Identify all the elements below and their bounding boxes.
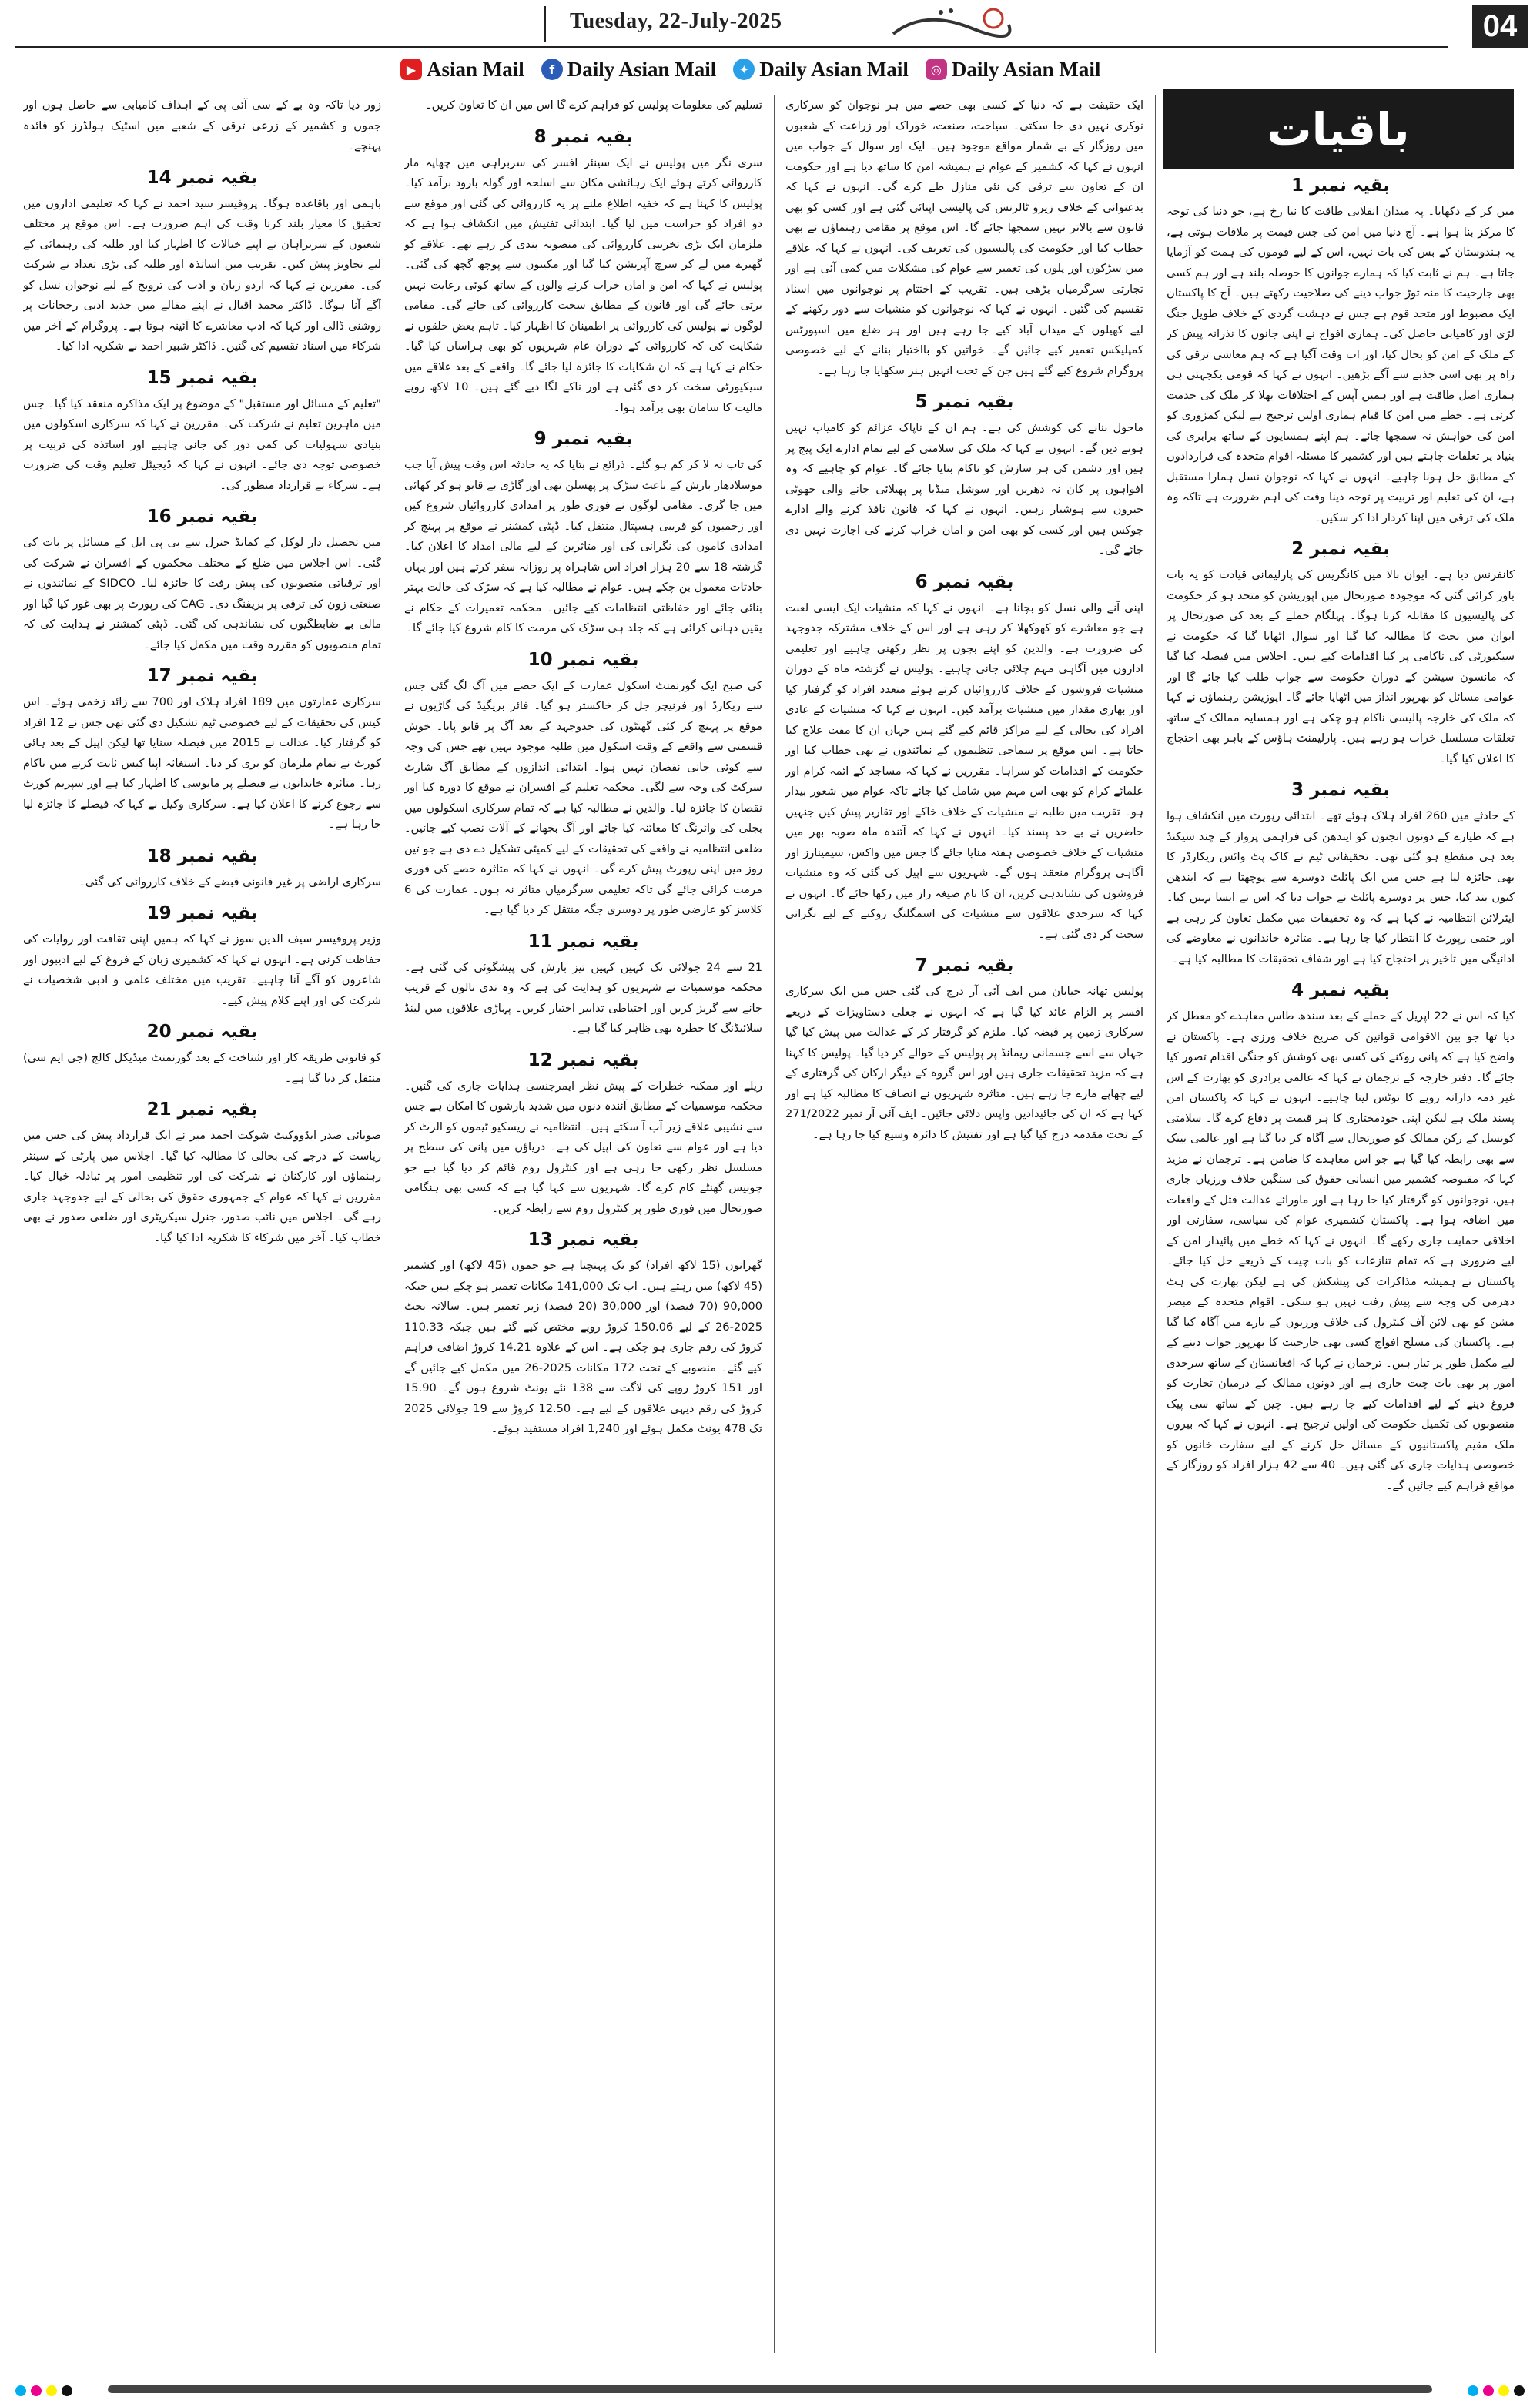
article-body: سرکاری عمارتوں میں 189 افراد ہلاک اور 700 سے زائد زخمی ہوئے۔ اس کیس کی تحقیقات کے لیے خصوصی ٹیم تشکیل دی گئی تھی جس نے 12 افراد کو گرفتار کیا۔ عدالت نے 2015 میں فیصلہ سنایا تھا لیکن اپیل کے بعد ہائی کورٹ نے تمام ملزمان کو بری کر دیا۔ استغاثہ اپنا کیس ثابت کرنے میں ناکام رہا۔ متاثرہ خاندانوں نے فیصلے پر مایوسی کا اظہار کیا ہے اور سپریم کورٹ سے رجوع کرنے کا اعلان کیا ہے۔ سرکاری وکیل نے کہا کہ فیصلے کا جائزہ لیا جا رہا ہے۔: [23, 695, 381, 831]
youtube-label: Asian Mail: [427, 57, 524, 81]
article-body: کانفرنس دیا ہے۔ ایوان بالا میں کانگریس کی پارلیمانی قیادت کو یہ بات باور کرائی گئی کہ موجودہ صورتحال میں اپوزیشن کو متحد ہو کر حکومت کی پالیسیوں کا مقابلہ کرنا ہوگا۔ پہلگام حملے کے بعد کی صورتحال پر ایوان میں بحث کا مطالبہ کیا گیا اور سوال اٹھایا گیا کہ حکومت نے سیکیورٹی کی ناکامی پر کیا اقدامات کیے ہیں۔ اجلاس میں فیصلہ کیا گیا کہ مانسون سیشن کے دوران حکومت سے جواب طلب کیا جائے گا اور عوامی مسائل کو بھرپور انداز میں اٹھایا جائے گا۔ اپوزیشن رہنماؤں نے کہا کہ ملک کی خارجہ پالیسی ناکام ہو چکی ہے اور ہمسایہ ممالک کے ساتھ تعلقات مسلسل خراب ہو رہے ہیں۔ پارلیمنٹ ہاؤس کے باہر بھی احتجاج کا اعلان کیا گیا۔: [1167, 568, 1515, 765]
article-body: میں تحصیل دار لوکل کے کمانڈ جنرل سے بی پی ایل کے مسائل پر بات کی گئی۔ اس اجلاس میں ضلع کے مختلف محکموں کے افسران نے شرکت کی اور ترقیاتی منصوبوں کی پیش رفت کا جائزہ لیا۔ SIDCO کے نمائندوں نے صنعتی زون کی ترقی پر بریفنگ دی۔ CAG کی رپورٹ پر بھی غور کیا گیا اور مالی بے ضابطگیوں کی نشاندہی کی گئی۔ ڈپٹی کمشنر نے ہدایت کی کہ تمام منصوبوں کو مقررہ وقت میں مکمل کیا جائے۔: [23, 536, 381, 651]
facebook-icon: f: [541, 59, 563, 80]
article-heading: بقیہ نمبر 17: [146, 666, 258, 686]
article-body: پولیس تھانہ خیابان میں ایف آئی آر درج کی گئی جس میں ایک سرکاری افسر پر الزام عائد کیا گیا ہے کہ انہوں نے جعلی دستاویزات کے ذریعے سرکاری زمین پر قبضہ کیا۔ ملزم کو گرفتار کر کے عدالت میں پیش کیا گیا جہاں سے اسے جسمانی ریمانڈ پر پولیس کے حوالے کر دیا گیا۔ پولیس کا کہنا ہے کہ مزید تحقیقات جاری ہیں اور اس گروہ کے دیگر ارکان کی گرفتاری کے لیے چھاپے مارے جا رہے ہیں۔ متاثرہ شہریوں نے انصاف کا مطالبہ کیا ہے اور کہا ہے کہ ان کی جائیدادیں واپس دلائی جائیں۔ ایف آئی آر نمبر 271/2022 کے تحت مقدمہ درج کیا گیا ہے اور تفتیش کا دائرہ وسیع کیا جا رہا ہے۔: [785, 985, 1143, 1141]
instagram-link[interactable]: [926, 58, 1101, 82]
article-heading: بقیہ نمبر 19: [146, 903, 258, 923]
youtube-link[interactable]: [400, 58, 524, 82]
article-body: کی تاب نہ لا کر کم ہو گئے۔ ذرائع نے بتایا کہ یہ حادثہ اس وقت پیش آیا جب موسلادھار بارش کے باعث سڑک پر پھسلن تھی اور گاڑی بے قابو ہو کر کھائی میں جا گری۔ مقامی لوگوں نے فوری طور پر امدادی کارروائیاں شروع کیں اور زخمیوں کو قریبی ہسپتال منتقل کیا۔ ڈپٹی کمشنر نے موقع پر پہنچ کر امدادی کاموں کی نگرانی کی اور متاثرین کے لیے مالی امداد کا اعلان کیا۔ گزشتہ 18 سے 20 ہزار افراد اس شاہراہ پر روزانہ سفر کرتے ہیں اور یہاں حادثات معمول بن چکے ہیں۔ عوام نے مطالبہ کیا ہے کہ سڑک کی حالت بہتر بنائی جائے اور حفاظتی انتظامات کیے جائیں۔ محکمہ تعمیرات کے حکام نے یقین دہانی کرائی ہے کہ جلد ہی سڑک کی مرمت کا کام شروع کیا جائے گا۔: [404, 458, 762, 634]
twitter-link[interactable]: [733, 58, 909, 82]
article-heading: بقیہ نمبر 14: [146, 167, 258, 188]
magenta-dot: [1483, 2385, 1494, 2396]
article-body: تسلیم کی معلومات پولیس کو فراہم کرے گا اس میں ان کا تعاون کریں۔: [425, 99, 762, 112]
article-body: صوبائی صدر ایڈووکیٹ شوکت احمد میر نے ایک قرارداد پیش کی جس میں ریاست کے درجے کی بحالی کا مطالبہ کیا گیا۔ اجلاس میں پارٹی کے سینئر رہنماؤں اور کارکنان نے شرکت کی اور تنظیمی امور پر تبادلہ خیال کیا۔ مقررین نے کہا کہ عوام کے جمہوری حقوق کی بحالی کے لیے جدوجہد جاری رہے گی۔ اجلاس میں نائب صدور، جنرل سیکریٹری اور ضلعی صدور نے بھی خطاب کیا۔ آخر میں شرکاء کا شکریہ ادا کیا گیا۔: [23, 1129, 381, 1244]
color-registration-right: [1468, 2385, 1525, 2396]
twitter-icon: ✦: [733, 59, 755, 80]
article-heading: بقیہ نمبر 18: [146, 845, 258, 866]
article-heading: بقیہ نمبر 4: [1291, 980, 1390, 1000]
column-1: [1167, 176, 1515, 2356]
article-body: ماحول بنانے کی کوشش کی ہے۔ ہم ان کے ناپاک عزائم کو کامیاب نہیں ہونے دیں گے۔ انہوں نے کہا کہ ملک کی سلامتی کے لیے تمام ادارے ایک پیج پر ہیں اور دشمن کی ہر سازش کو ناکام بنایا جائے گا۔ عوام کو چاہیے کہ وہ افواہوں پر کان نہ دھریں اور سوشل میڈیا پر پھیلائی جانے والی جھوٹی خبروں سے ہوشیار رہیں۔ انہوں نے کہا کہ قانون نافذ کرنے والے ادارے چوکس ہیں اور کسی کو بھی امن و امان خراب کرنے کی اجازت نہیں دی جائے گی۔: [785, 421, 1143, 557]
article-body: زور دیا تاکہ وہ بے کے سی آئی پی کے اہداف کامیابی سے حاصل ہوں اور جموں و کشمیر کے زرعی ترقی کے شعبے میں اسٹیک ہولڈرز کو فائدہ پہنچے۔: [23, 99, 381, 152]
registration-bar: [108, 2385, 1432, 2393]
article-heading: بقیہ نمبر 10: [527, 649, 639, 670]
article-heading: بقیہ نمبر 6: [915, 571, 1014, 592]
article-heading: بقیہ نمبر 12: [527, 1050, 639, 1070]
article-body: کیا کہ اس نے 22 اپریل کے حملے کے بعد سندھ طاس معاہدے کو معطل کر دیا تھا جو بین الاقوامی قوانین کی صریح خلاف ورزی ہے۔ پاکستان نے واضح کیا ہے کہ پانی روکنے کی کسی بھی کوشش کو جنگی اقدام تصور کیا جائے گا۔ دفتر خارجہ کے ترجمان نے کہا کہ عالمی برادری کو بھارت کے اس غیر ذمہ دارانہ رویے کا نوٹس لینا چاہیے۔ انہوں نے کہا کہ پاکستان امن پسند ملک ہے لیکن اپنی خودمختاری کا ہر قیمت پر دفاع کرے گا۔ سلامتی کونسل کے رکن ممالک کو صورتحال سے آگاہ کر دیا گیا ہے اور عالمی بینک سے بھی رابطہ کیا گیا ہے جو اس معاہدے کا ضامن ہے۔ ترجمان نے مزید کہا کہ مقبوضہ کشمیر میں انسانی حقوق کی سنگین خلاف ورزیاں جاری ہیں، نوجوانوں کو گرفتار کیا جا رہا ہے اور ماورائے عدالت قتل کے واقعات میں اضافہ ہوا ہے۔ پاکستان کشمیری عوام کی سیاسی، سفارتی اور اخلاقی حمایت جاری رکھے گا۔ انہوں نے کہا کہ خطے میں پائیدار امن کے لیے ضروری ہے کہ تمام تنازعات کو بات چیت کے ذریعے حل کیا جائے۔ پاکستان نے ہمیشہ مذاکرات کی پیشکش کی ہے لیکن بھارت کی ہٹ دھرمی کی وجہ سے پیش رفت نہیں ہو سکی۔ اقوام متحدہ کے مبصر مشن کو بھی لائن آف کنٹرول کی خلاف ورزیوں کے بارے میں آگاہ کیا گیا ہے۔ پاکستان کی مسلح افواج کسی بھی جارحیت کا بھرپور جواب دینے کے لیے مکمل طور پر تیار ہیں۔ ترجمان نے کہا کہ افغانستان کے ساتھ سرحدی امور پر بھی بات چیت جاری ہے اور دونوں ممالک کے درمیان تجارت کو فروغ دینے کے لیے اقدامات کیے جا رہے ہیں۔ چین کے ساتھ سی پیک منصوبوں کی تکمیل حکومت کی اولین ترجیح ہے۔ انہوں نے کہا کہ بیرون ملک مقیم پاکستانیوں کے مسائل حل کرنے کے لیے سفارت خانوں کو خصوصی ہدایات جاری کی گئی ہیں۔ 40 سے 42 ہزار افراد کو روزگار کے مواقع فراہم کیے جائیں گے۔: [1167, 1009, 1515, 1492]
twitter-label: Daily Asian Mail: [759, 57, 909, 81]
newspaper-logo: [878, 2, 1016, 46]
instagram-label: Daily Asian Mail: [951, 57, 1101, 81]
cyan-dot: [1468, 2385, 1478, 2396]
magenta-dot: [31, 2385, 42, 2396]
article-body: کو قانونی طریقہ کار اور شناخت کے بعد گورنمنٹ میڈیکل کالج (جی ایم سی) منتقل کر دیا گیا ہے۔: [23, 1051, 381, 1085]
article-heading: بقیہ نمبر 20: [146, 1022, 258, 1042]
article-body: کے حادثے میں 260 افراد ہلاک ہوئے تھے۔ ابتدائی رپورٹ میں انکشاف ہوا ہے کہ طیارے کے دونوں انجنوں کو ایندھن کی فراہمی پرواز کے چند سیکنڈ بعد ہی منقطع ہو گئی تھی۔ تحقیقاتی ٹیم نے کاک پٹ وائس ریکارڈر کا بھی جائزہ لیا ہے جس میں ایک پائلٹ دوسرے سے پوچھتا ہے کہ ایندھن کیوں بند کیا، جس پر دوسرے پائلٹ نے جواب دیا کہ اس نے ایسا نہیں کیا۔ ایئرلائن انتظامیہ نے کہا ہے کہ وہ تحقیقات میں مکمل تعاون کر رہی ہے اور حتمی رپورٹ کا انتظار کیا جا رہا ہے۔ متاثرہ خاندانوں نے معاوضے کی ادائیگی میں تاخیر پر احتجاج کیا ہے اور شفاف تحقیقات کا مطالبہ کیا ہے۔: [1167, 809, 1515, 966]
article-heading: بقیہ نمبر 13: [527, 1230, 639, 1250]
issue-date: Tuesday, 22-July-2025: [570, 9, 782, 33]
column-separator: [1155, 95, 1156, 2353]
article-body: ایک حقیقت ہے کہ دنیا کے کسی بھی حصے میں ہر نوجوان کو سرکاری نوکری نہیں دی جا سکتی۔ سیاحت، صنعت، خوراک اور زراعت کے شعبوں میں روزگار کے بے شمار مواقع موجود ہیں۔ ایک اور سوال کے جواب میں انہوں نے کہا کہ کشمیر کے عوام نے ہمیشہ امن کا ساتھ دیا ہے اور حکومت ان کے تعاون سے ترقی کی نئی منازل طے کرے گی۔ انہوں نے کہا کہ بدعنوانی کے خلاف زیرو ٹالرنس کی پالیسی اپنائی گئی ہے اور کسی کو بھی قانون سے بالاتر نہیں سمجھا جائے گا۔ اس موقع پر مقامی رہنماؤں نے بھی خطاب کیا اور حکومت کی پالیسیوں کی تعریف کی۔ انہوں نے کہا کہ علاقے میں سڑکوں اور پلوں کی تعمیر سے عوام کی مشکلات میں کمی آئی ہے اور تجارتی سرگرمیاں بڑھی ہیں۔ تقریب کے اختتام پر نوجوانوں میں اسناد تقسیم کی گئیں۔ انہوں نے کہا کہ نوجوانوں کو منشیات سے دور رکھنے کے لیے کھیلوں کے میدان آباد کیے جا رہے ہیں اور ہر ضلع میں اسپورٹس کمپلیکس تعمیر کیے جائیں گے۔ خواتین کو بااختیار بنانے کے لیے خصوصی پروگرام شروع کیے گئے ہیں جن کے تحت انہیں ہنر سکھایا جا رہا ہے۔: [785, 99, 1143, 377]
cyan-dot: [15, 2385, 26, 2396]
column-separator: [774, 95, 775, 2353]
article-body: میں کر کے دکھایا۔ پہ میدان انقلابی طاقت کا نیا رخ ہے، جو دنیا کی توجہ کا مرکز بنا ہوا ہے۔ آج دنیا میں امن کی جس قیمت پر ملاقات ہوتی ہے، یہ ہندوستان کے بس کی بات نہیں، اس کے لیے قوموں کی ہمت کو آزمایا جاتا ہے۔ ہم نے ثابت کیا کہ ہمارے جوانوں کا حوصلہ بلند ہے اور ہم کسی بھی جارحیت کا منہ توڑ جواب دینے کی صلاحیت رکھتے ہیں۔ آج کا پاکستان ایک مضبوط اور متحد قوم ہے جس نے دہشت گردی کے خلاف طویل جنگ لڑی اور کامیابی حاصل کی۔ ہماری افواج نے اپنی جانوں کا نذرانہ پیش کر کے ملک کے امن کو بحال کیا، اور اب وقت آگیا ہے کہ ہم معاشی ترقی کی راہ پر بھی اسی جذبے سے آگے بڑھیں۔ انہوں نے کہا کہ قومی یکجہتی ہی ہماری اصل طاقت ہے اور ہمیں آپس کے اختلافات بھلا کر ملک کی خدمت کرنی ہے۔ خطے میں امن کا قیام ہماری اولین ترجیح ہے لیکن کمزوری کو امن کی خواہش نہ سمجھا جائے۔ ہم اپنے ہمسایوں کے ساتھ برابری کی بنیاد پر تعلقات چاہتے ہیں اور کشمیر کا مسئلہ اقوام متحدہ کی قراردادوں کے مطابق حل ہونا چاہیے۔ انہوں نے کہا کہ نوجوان نسل ہمارا مستقبل ہے، ان کی تعلیم اور تربیت پر توجہ دینا وقت کی اہم ضرورت ہے تاکہ وہ ملک کی ترقی میں اپنا کردار ادا کر سکیں۔: [1167, 205, 1515, 524]
header-divider: [544, 6, 546, 42]
article-heading: بقیہ نمبر 16: [146, 507, 258, 527]
article-heading: بقیہ نمبر 7: [915, 956, 1014, 976]
article-heading: بقیہ نمبر 5: [915, 392, 1014, 412]
article-body: باہمی اور باقاعدہ ہوگا۔ پروفیسر سید احمد نے کہا کہ تعلیمی اداروں میں تحقیق کا معیار بلند کرنا وقت کی اہم ضرورت ہے۔ اس موقع پر مختلف شعبوں کے سربراہان نے اپنے خیالات کا اظہار کیا اور طلبہ کی رہنمائی کے لیے تجاویز پیش کیں۔ تقریب میں اساتذہ اور طلبہ کی بڑی تعداد نے شرکت کی۔ مقررین نے کہا کہ اردو زبان و ادب کی ترویج کے لیے نوجوان نسل کو آگے آنا ہوگا۔ ڈاکٹر محمد اقبال نے اپنے مقالے میں جدید ادبی رجحانات پر روشنی ڈالی اور کہا کہ ادب معاشرے کا آئینہ ہوتا ہے۔ پروگرام کے آخر میں شرکاء میں اسناد تقسیم کی گئیں۔ ڈاکٹر شبیر احمد نے شکریہ ادا کیا۔: [23, 196, 381, 353]
logo-graphic: [878, 2, 1016, 46]
article-heading: بقیہ نمبر 2: [1291, 539, 1390, 559]
article-body: سرکاری اراضی پر غیر قانونی قبضے کے خلاف کارروائی کی گئی۔: [79, 875, 381, 889]
article-body: سری نگر میں پولیس نے ایک سینئر افسر کی سربراہی میں چھاپہ مار کارروائی کرتے ہوئے ایک رہائشی مکان سے اسلحہ اور گولہ بارود برآمد کیا۔ پولیس کا کہنا ہے کہ خفیہ اطلاع ملنے پر یہ کارروائی کی گئی اور موقع سے دو افراد کو حراست میں لیا گیا۔ ابتدائی تفتیش میں انکشاف ہوا ہے کہ ملزمان ایک بڑی تخریبی کارروائی کی منصوبہ بندی کر رہے تھے۔ علاقے کو گھیرے میں لے کر سرچ آپریشن کیا گیا اور مکینوں سے پوچھ گچھ کی گئی۔ پولیس نے کہا کہ امن و امان خراب کرنے والوں کے ساتھ کوئی رعایت نہیں برتی جائے گی اور قانون کے مطابق سخت کارروائی کی جائے گی۔ مقامی لوگوں نے پولیس کی کارروائی پر اطمینان کا اظہار کیا۔ تاہم بعض حلقوں نے شکایت کی کہ کارروائی کے دوران عام شہریوں کو بھی ہراساں کیا گیا۔ حکام نے کہا ہے کہ ان شکایات کا جائزہ لیا جائے گا۔ واقعے کے بعد علاقے میں سیکیورٹی سخت کر دی گئی ہے اور ناکے لگا دیے گئے ہیں۔ 10 لاکھ روپے مالیت کا سامان بھی برآمد ہوا۔: [404, 156, 762, 414]
article-body: اپنی آنے والی نسل کو بچانا ہے۔ انہوں نے کہا کہ منشیات ایک ایسی لعنت ہے جو معاشرے کو کھوکھلا کر رہی ہے اور اس کے خلاف مشترکہ جدوجہد کی ضرورت ہے۔ والدین کو اپنے بچوں پر نظر رکھنی چاہیے اور تعلیمی اداروں میں آگاہی مہم چلائی جانی چاہیے۔ پولیس نے گزشتہ ماہ کے دوران منشیات فروشوں کے خلاف کارروائیاں کرتے ہوئے متعدد افراد کو گرفتار کیا اور بھاری مقدار میں منشیات برآمد کیں۔ انہوں نے کہا کہ منشیات کے عادی افراد کی بحالی کے لیے مراکز قائم کیے گئے ہیں جہاں ان کا مفت علاج کیا جاتا ہے۔ اس موقع پر سماجی تنظیموں کے نمائندوں نے بھی خطاب کیا اور حکومت کے اقدامات کو سراہا۔ مقررین نے کہا کہ مساجد کے ائمہ کرام اور علمائے کرام کو بھی اس مہم میں شامل کیا جائے تاکہ عوام میں شعور بیدار ہو۔ تقریب میں طلبہ نے منشیات کے خلاف خاکے اور تقاریر پیش کیں جنہیں حاضرین نے بے حد پسند کیا۔ انہوں نے کہا کہ آئندہ ماہ صوبہ بھر میں منشیات کے خلاف خصوصی ہفتہ منایا جائے گا جس میں واکس، سیمینارز اور آگاہی پروگرام منعقد ہوں گے۔ شہریوں سے اپیل کی گئی کہ وہ منشیات فروشوں کی نشاندہی کریں، ان کا نام صیغہ راز میں رکھا جائے گا۔ انہوں نے کہا کہ سرحدی علاقوں سے منشیات کی اسمگلنگ روکنے کے لیے نگرانی سخت کر دی گئی ہے۔: [785, 601, 1143, 941]
article-body: گھرانوں (15 لاکھ افراد) کو تک پہنچنا ہے جو جموں (45 لاکھ) اور کشمیر (45 لاکھ) میں رہتے ہیں۔ اب تک 141,000 مکانات تعمیر ہو چکے ہیں جبکہ 90,000 (70 فیصد) اور 30,000 (20 فیصد) زیر تعمیر ہیں۔ سالانہ بجٹ 2025-26 کے لیے 150.06 کروڑ روپے مختص کیے گئے ہیں جبکہ 110.33 کروڑ کی رقم جاری ہو چکی ہے۔ اس کے علاوہ 14.21 کروڑ اضافی فراہم کیے گئے۔ منصوبے کے تحت 172 مکانات 2025-26 میں مکمل کیے جائیں گے اور 151 کروڑ روپے کی لاگت سے 138 نئے یونٹ شروع ہوں گے۔ 15.90 کروڑ کی رقم دیہی علاقوں کے لیے ہے۔ 12.50 کروڑ سے 19 جولائی 2025 تک 478 یونٹ مکمل ہوئے اور 1,240 افراد مستفید ہوئے۔: [404, 1259, 762, 1435]
column-2: [785, 95, 1143, 2356]
article-body: کی صبح ایک گورنمنٹ اسکول عمارت کے ایک حصے میں آگ لگ گئی جس سے ریکارڈ اور فرنیچر جل کر خاکستر ہو گیا۔ فائر بریگیڈ کی گاڑیوں نے موقع پر پہنچ کر کئی گھنٹوں کی جدوجہد کے بعد آگ پر قابو پایا۔ خوش قسمتی سے واقعے کے وقت اسکول میں طلبہ موجود نہیں تھے جس کی وجہ سے کوئی جانی نقصان نہیں ہوا۔ ابتدائی اندازوں کے مطابق آگ شارٹ سرکٹ کی وجہ سے لگی۔ محکمہ تعلیم کے افسران نے موقع کا دورہ کیا اور نقصان کا جائزہ لیا۔ والدین نے مطالبہ کیا ہے کہ تمام سرکاری اسکولوں میں بجلی کی وائرنگ کا معائنہ کیا جائے اور آگ بجھانے کے آلات نصب کیے جائیں۔ ضلعی انتظامیہ نے واقعے کی تحقیقات کے لیے کمیٹی تشکیل دے دی ہے جو تین روز میں اپنی رپورٹ پیش کرے گی۔ انہوں نے کہا کہ متاثرہ حصے کی فوری مرمت کرائی جائے گی تاکہ تعلیمی سرگرمیاں متاثر نہ ہوں۔ عمارت کی 6 کلاسز کو عارضی طور پر دوسری جگہ منتقل کر دیا گیا ہے۔: [404, 678, 762, 916]
page-footer: [0, 2361, 1540, 2407]
column-4: [23, 95, 381, 2356]
yellow-dot: [1498, 2385, 1509, 2396]
article-heading: بقیہ نمبر 3: [1291, 780, 1390, 800]
color-registration-left: [15, 2385, 72, 2396]
article-body: 21 سے 24 جولائی تک کہیں کہیں تیز بارش کی پیشگوئی کی گئی ہے۔ محکمہ موسمیات نے شہریوں کو ہدایت کی ہے کہ وہ ندی نالوں کے قریب جانے سے گریز کریں اور احتیاطی تدابیر اختیار کریں۔ پہاڑی علاقوں میں لینڈ سلائیڈنگ کا خطرہ بھی ظاہر کیا گیا ہے۔: [404, 960, 762, 1035]
article-heading: بقیہ نمبر 9: [534, 429, 633, 449]
article-body: ریلے اور ممکنہ خطرات کے پیش نظر ایمرجنسی ہدایات جاری کی گئیں۔ محکمہ موسمیات کے مطابق آئندہ دنوں میں شدید بارشوں کا امکان ہے جس سے نشیبی علاقے زیر آب آ سکتے ہیں۔ انتظامیہ نے ریسکیو ٹیموں کو الرٹ کر دیا ہے اور عوام سے تعاون کی اپیل کی ہے۔ دریاؤں میں پانی کی سطح پر مسلسل نظر رکھی جا رہی ہے اور کنٹرول روم قائم کر دیا گیا ہے جو چوبیس گھنٹے کام کرے گا۔ شہریوں سے کہا گیا ہے کہ کسی بھی ہنگامی صورتحال میں فوری طور پر کنٹرول روم سے رابطہ کریں۔: [404, 1079, 762, 1215]
header-rule: [15, 46, 1448, 48]
article-heading: بقیہ نمبر 15: [146, 367, 258, 388]
article-heading: بقیہ نمبر 11: [527, 931, 639, 952]
social-links: [400, 54, 1100, 85]
youtube-icon: ▶: [400, 59, 422, 80]
article-heading: بقیہ نمبر 21: [146, 1100, 258, 1120]
article-heading: بقیہ نمبر 8: [534, 126, 633, 147]
section-title-banner: باقیات: [1163, 89, 1514, 169]
article-heading: بقیہ نمبر 1: [1291, 176, 1390, 196]
black-dot: [62, 2385, 72, 2396]
facebook-label: Daily Asian Mail: [567, 57, 717, 81]
article-body: وزیر پروفیسر سیف الدین سوز نے کہا کہ ہمیں اپنی ثقافت اور روایات کی حفاظت کرنی ہے۔ انہوں نے کہا کہ کشمیری زبان کے فروغ کے لیے ادیبوں اور شاعروں کو آگے آنا چاہیے۔ تقریب میں مختلف علمی و ادبی شخصیات نے شرکت کی اور اپنے کلام پیش کیے۔: [23, 932, 381, 1007]
article-body: "تعلیم کے مسائل اور مستقبل" کے موضوع پر ایک مذاکرہ منعقد کیا گیا۔ جس میں ماہرین تعلیم نے شرکت کی۔ مقررین نے کہا کہ سرکاری اسکولوں میں بنیادی سہولیات کی کمی دور کی جانی چاہیے اور اساتذہ کی تربیت پر خصوصی توجہ دی جائے۔ انہوں نے کہا کہ ڈیجیٹل تعلیم وقت کی ضرورت ہے۔ شرکاء نے قرارداد منظور کی۔: [23, 397, 381, 492]
facebook-link[interactable]: [541, 58, 717, 82]
page-number: 04: [1472, 5, 1528, 48]
instagram-icon: ◎: [926, 59, 947, 80]
yellow-dot: [46, 2385, 57, 2396]
black-dot: [1514, 2385, 1525, 2396]
column-3: [404, 95, 762, 2356]
page-header: [0, 0, 1540, 51]
